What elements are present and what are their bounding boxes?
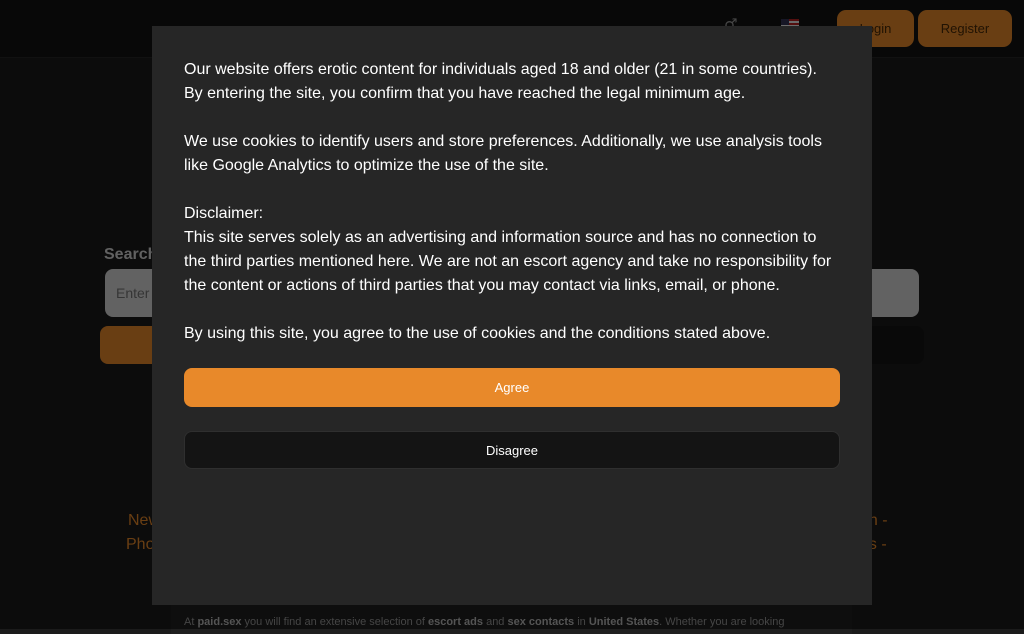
disagree-button[interactable]: Disagree	[184, 431, 840, 469]
agree-button[interactable]: Agree	[184, 368, 840, 407]
age-consent-modal	[152, 26, 872, 605]
disclaimer-heading: Disclaimer:	[184, 205, 264, 222]
age-notice-paragraph: Our website offers erotic content for individuals aged 18 and older (21 in some countries). By entering the site, you confirm that you have reached the legal minimum age.	[184, 61, 817, 102]
consent-paragraph: By using this site, you agree to the use of cookies and the conditions stated above.	[184, 325, 771, 342]
cookie-notice-paragraph: We use cookies to identify users and store preferences. Additionally, we use analysis tools like Google Analytics to optimize the use of the site.	[184, 133, 822, 174]
disclaimer-paragraph: Disclaimer: This site serves solely as an advertising and information source and has no connection to the third parties mentioned here. We are not an escort agency and take no responsibility for the content or actions of third parties that you may contact via links, email, or phone.	[184, 202, 840, 298]
